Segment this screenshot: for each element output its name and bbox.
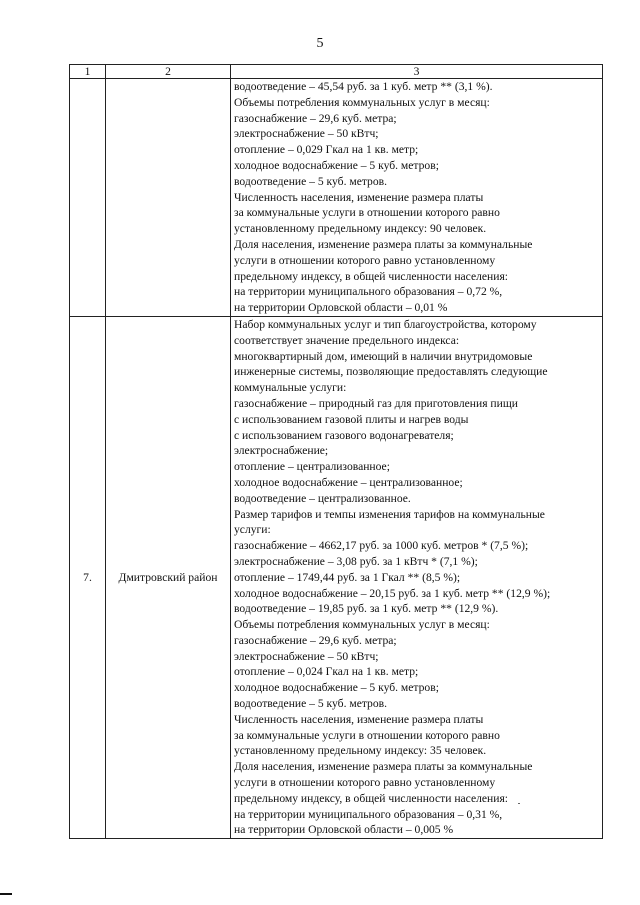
detail-line: на территории Орловской области – 0,005 % bbox=[234, 823, 454, 837]
detail-line: холодное водоснабжение – 20,15 руб. за 1 куб. метр ** (12,9 %); bbox=[234, 586, 551, 600]
detail-line: с использованием газового водонагревателя; bbox=[234, 428, 454, 442]
scan-edge-mark bbox=[0, 893, 12, 895]
detail-line: водоотведение – 5 куб. метров. bbox=[234, 174, 388, 188]
detail-line: водоотведение – 5 куб. метров. bbox=[234, 697, 388, 711]
detail-line: предельному индексу, в общей численности населения: bbox=[234, 791, 508, 805]
detail-line: Численность населения, изменение размера платы bbox=[234, 712, 484, 726]
detail-line: на территории Орловской области – 0,01 % bbox=[234, 301, 448, 315]
page-number: 5 bbox=[316, 36, 324, 51]
detail-line: холодное водоснабжение – 5 куб. метров; bbox=[234, 681, 439, 695]
row-number bbox=[70, 79, 106, 317]
detail-line: газоснабжение – 4662,17 руб. за 1000 куб. метров * (7,5 %); bbox=[234, 539, 529, 553]
header-row bbox=[70, 65, 603, 79]
detail-line: предельному индексу, в общей численности населения: bbox=[234, 269, 508, 283]
row-details bbox=[231, 79, 603, 317]
detail-line: услуги в отношении которого равно установленному bbox=[234, 253, 496, 267]
table-row bbox=[70, 79, 603, 317]
detail-line: Доля населения, изменение размера платы за коммунальные bbox=[234, 760, 533, 774]
detail-line: Объемы потребления коммунальных услуг в месяц: bbox=[234, 95, 490, 109]
detail-line: отопление – 1749,44 руб. за 1 Гкал ** (8,5 %); bbox=[234, 570, 461, 584]
detail-line: водоотведение – 45,54 руб. за 1 куб. метр ** (3,1 %). bbox=[234, 80, 493, 93]
detail-line: за коммунальные услуги в отношении которого равно bbox=[234, 206, 500, 220]
detail-line: на территории муниципального образования – 0,31 %, bbox=[234, 807, 503, 821]
detail-line: Набор коммунальных услуг и тип благоустройства, которому bbox=[234, 317, 537, 331]
detail-line: газоснабжение – 29,6 куб. метра; bbox=[234, 111, 397, 125]
detail-line: водоотведение – 19,85 руб. за 1 куб. метр ** (12,9 %). bbox=[234, 602, 499, 616]
detail-line: отопление – 0,024 Гкал на 1 кв. метр; bbox=[234, 665, 419, 679]
detail-line: на территории муниципального образования – 0,72 %, bbox=[234, 285, 503, 299]
header-cell-2: 2 bbox=[106, 65, 231, 79]
detail-line: многоквартирный дом, имеющий в наличии внутридомовые bbox=[234, 349, 533, 363]
detail-line: установленному предельному индексу: 35 человек. bbox=[234, 744, 487, 758]
row-details bbox=[231, 316, 603, 838]
header-cell-1: 1 bbox=[70, 65, 106, 79]
header-cell-3: 3 bbox=[231, 65, 603, 79]
detail-line: коммунальные услуги: bbox=[234, 381, 347, 395]
row-number: 7. bbox=[70, 316, 106, 838]
detail-line: электроснабжение; bbox=[234, 444, 329, 458]
detail-line: холодное водоснабжение – 5 куб. метров; bbox=[234, 158, 439, 172]
detail-line: услуги: bbox=[234, 523, 271, 537]
detail-line: Численность населения, изменение размера платы bbox=[234, 190, 484, 204]
detail-line: холодное водоснабжение – централизованное; bbox=[234, 475, 463, 489]
detail-line: с использованием газовой плиты и нагрев воды bbox=[234, 412, 469, 426]
detail-line: отопление – 0,029 Гкал на 1 кв. метр; bbox=[234, 143, 419, 157]
detail-line: соответствует значение предельного индекса: bbox=[234, 333, 460, 347]
detail-line: электроснабжение – 50 кВтч; bbox=[234, 649, 379, 663]
detail-line: отопление – централизованное; bbox=[234, 460, 390, 474]
detail-line: установленному предельному индексу: 90 человек. bbox=[234, 222, 487, 236]
detail-line: Доля населения, изменение размера платы за коммунальные bbox=[234, 237, 533, 251]
detail-line: услуги в отношении которого равно установленному bbox=[234, 776, 496, 790]
table-row bbox=[70, 316, 603, 838]
scan-speck bbox=[518, 803, 520, 804]
detail-line: газоснабжение – 29,6 куб. метра; bbox=[234, 633, 397, 647]
detail-line: газоснабжение – природный газ для приготовления пищи bbox=[234, 396, 518, 410]
detail-line: Объемы потребления коммунальных услуг в месяц: bbox=[234, 618, 490, 632]
region-name bbox=[106, 79, 231, 317]
tariff-table bbox=[69, 64, 603, 839]
detail-line: инженерные системы, позволяющие предоставлять следующие bbox=[234, 365, 548, 379]
detail-line: электроснабжение – 3,08 руб. за 1 кВтч * (7,1 %); bbox=[234, 554, 478, 568]
detail-line: за коммунальные услуги в отношении которого равно bbox=[234, 728, 500, 742]
detail-line: электроснабжение – 50 кВтч; bbox=[234, 127, 379, 141]
detail-line: водоотведение – централизованное. bbox=[234, 491, 411, 505]
detail-line: Размер тарифов и темпы изменения тарифов на коммунальные bbox=[234, 507, 545, 521]
region-name: Дмитровский район bbox=[106, 316, 231, 838]
